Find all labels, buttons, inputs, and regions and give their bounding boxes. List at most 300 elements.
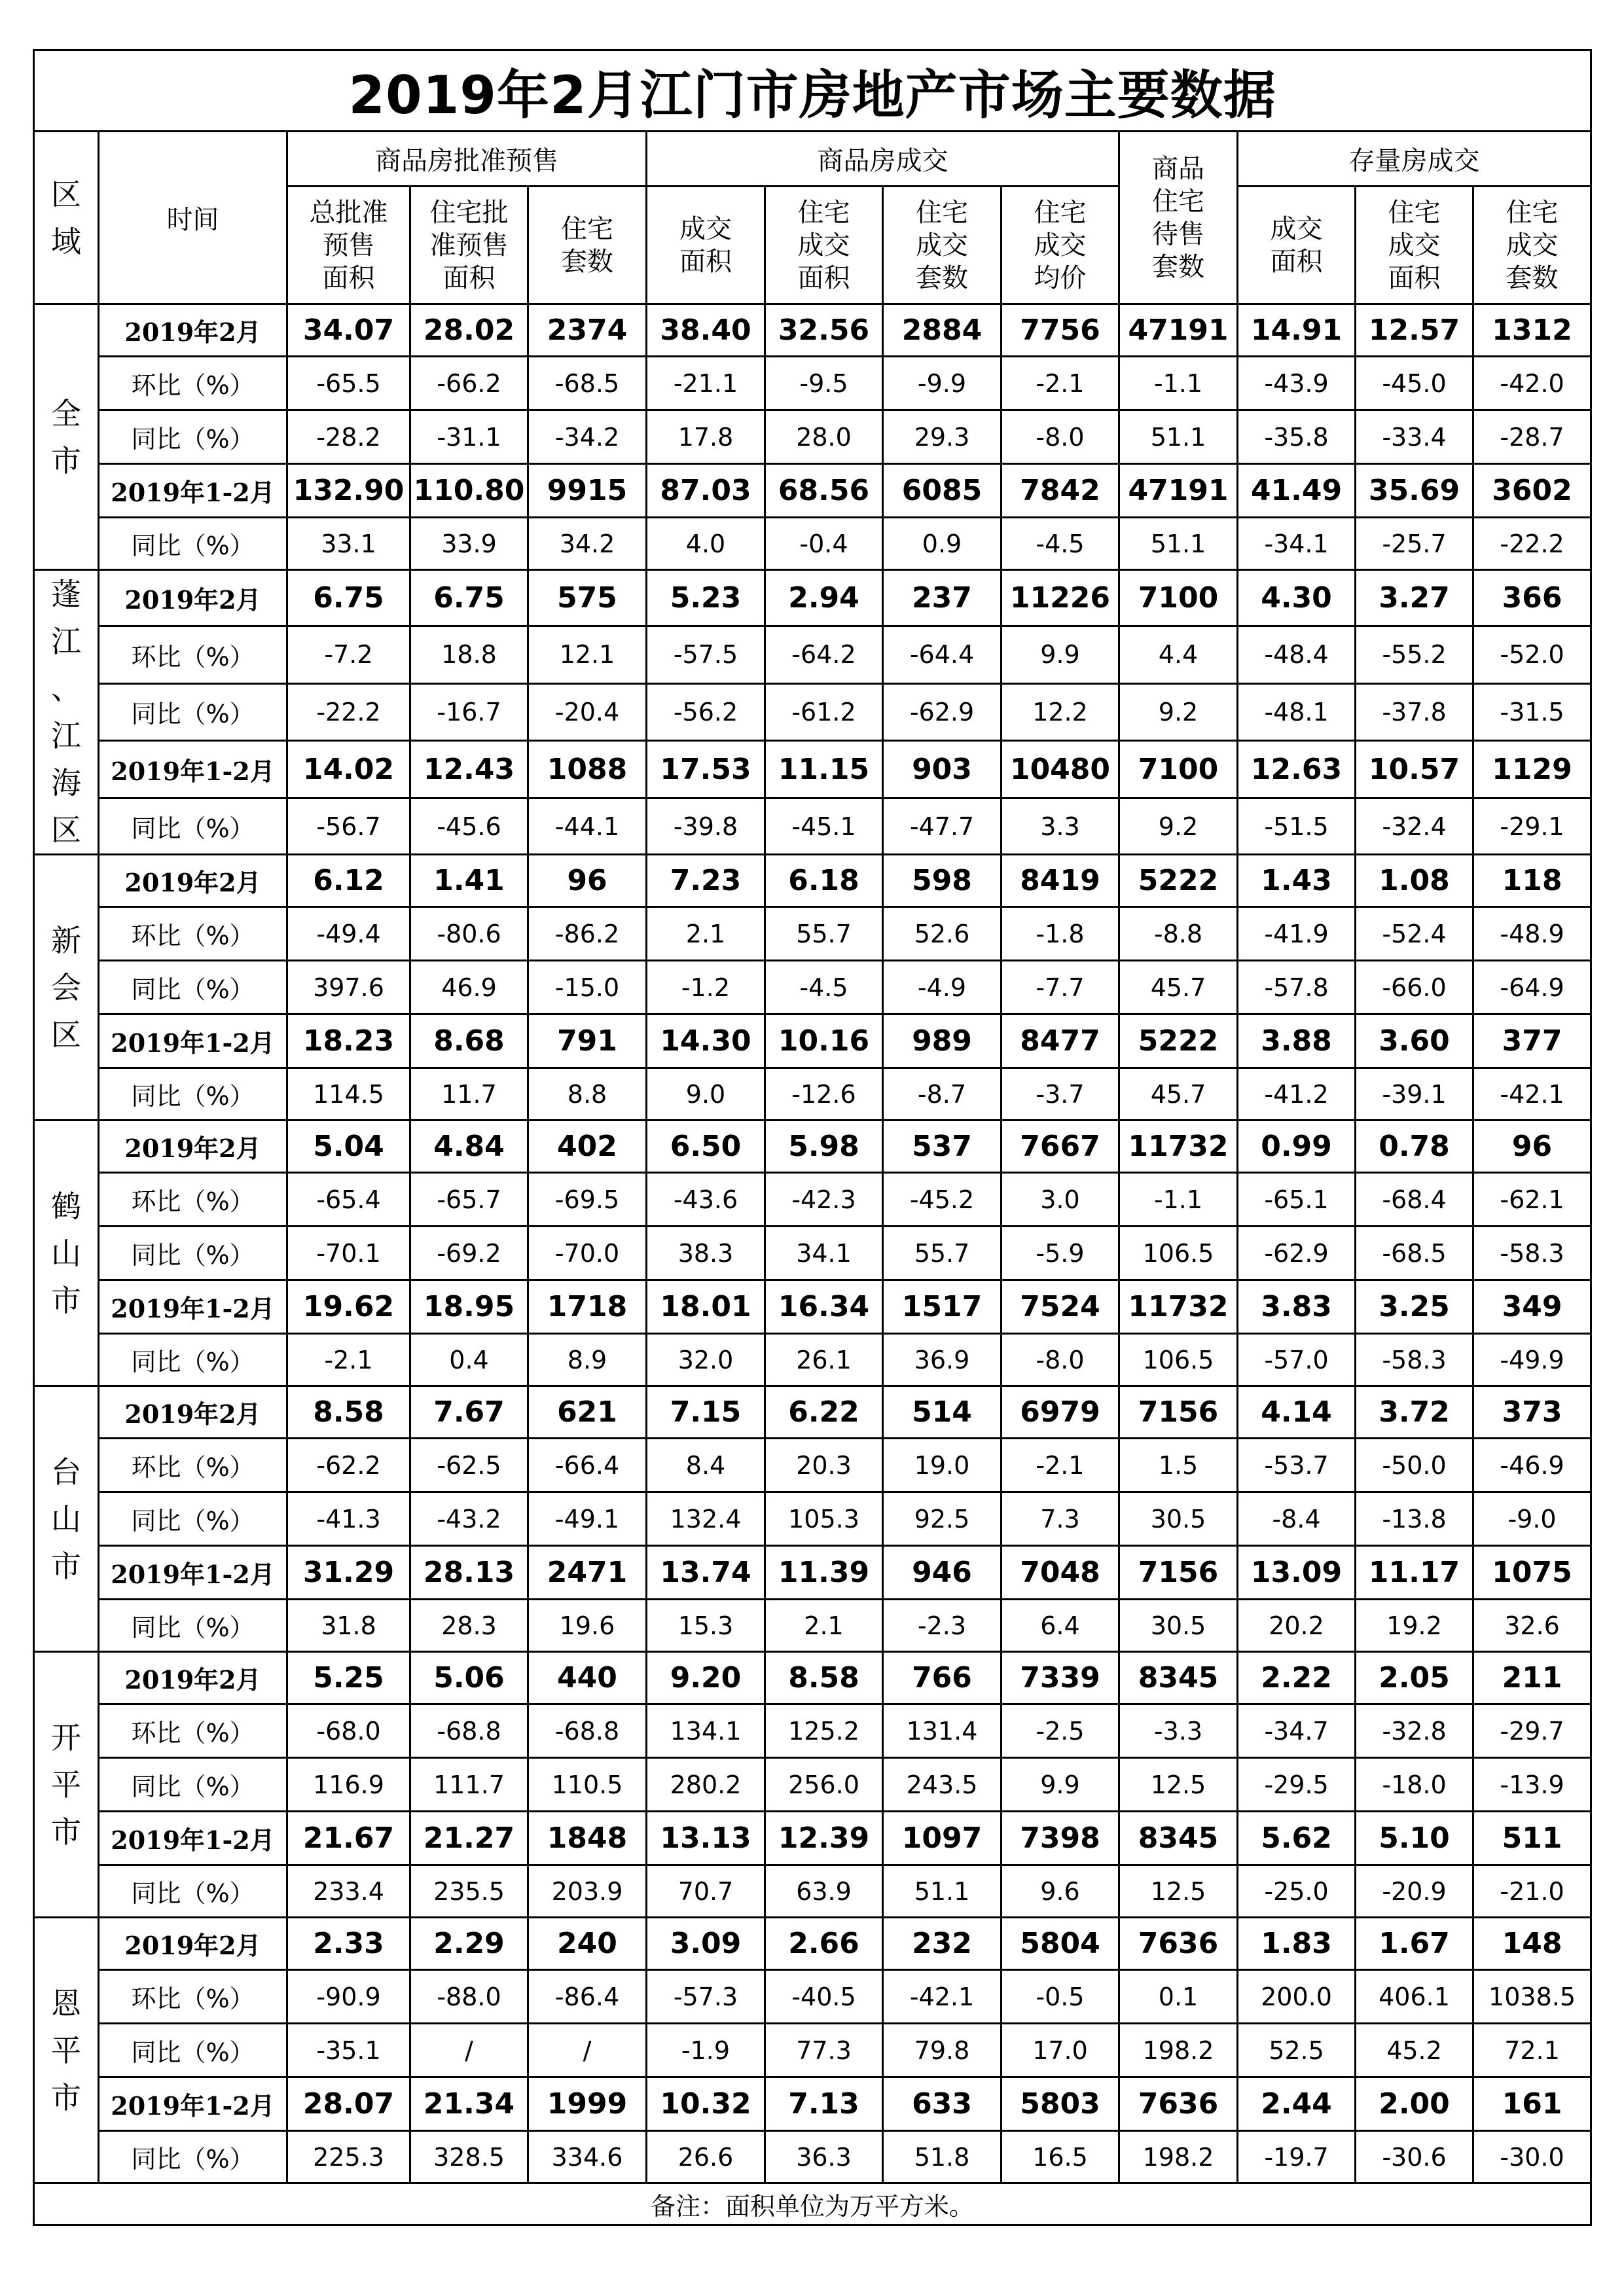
data-cell: -41.3 <box>287 1492 410 1546</box>
data-cell: 1848 <box>528 1812 647 1865</box>
data-cell: 28.07 <box>287 2077 410 2131</box>
data-cell: 19.0 <box>883 1439 1001 1492</box>
data-cell: 106.5 <box>1119 1334 1238 1386</box>
data-cell: -9.9 <box>883 357 1001 410</box>
row-label: 2019年2月 <box>99 304 287 357</box>
data-cell: 7156 <box>1119 1546 1238 1600</box>
header-group-presale: 商品房批准预售 <box>287 132 647 187</box>
data-cell: -31.5 <box>1473 683 1591 741</box>
data-cell: 1718 <box>528 1280 647 1334</box>
column-header: 成交 面积 <box>647 187 765 304</box>
table-row <box>34 1173 1591 1227</box>
data-cell: 598 <box>883 855 1001 907</box>
data-cell: 28.02 <box>410 304 528 357</box>
data-cell: 766 <box>883 1652 1001 1704</box>
data-cell: -8.8 <box>1119 907 1238 961</box>
data-cell: -68.8 <box>410 1704 528 1758</box>
data-cell: 0.9 <box>883 518 1001 570</box>
data-cell: 21.34 <box>410 2077 528 2131</box>
data-cell: -20.4 <box>528 683 647 741</box>
data-cell: 575 <box>528 570 647 626</box>
data-cell: / <box>528 2024 647 2077</box>
row-label: 2019年2月 <box>99 1121 287 1173</box>
data-cell: 32.0 <box>647 1334 765 1386</box>
data-cell: -43.6 <box>647 1173 765 1227</box>
data-cell: 373 <box>1473 1386 1591 1439</box>
data-cell: 19.62 <box>287 1280 410 1334</box>
table-row <box>34 304 1591 357</box>
data-cell: -66.0 <box>1356 961 1473 1014</box>
row-label: 同比（%） <box>99 2024 287 2077</box>
region-name: 新 会 区 <box>34 855 99 1121</box>
data-cell: -45.0 <box>1356 357 1473 410</box>
data-cell: 3.72 <box>1356 1386 1473 1439</box>
data-cell: 1038.5 <box>1473 1970 1591 2024</box>
data-cell: 406.1 <box>1356 1970 1473 2024</box>
data-cell: -2.5 <box>1001 1704 1119 1758</box>
data-cell: -45.2 <box>883 1173 1001 1227</box>
data-cell: 2.1 <box>765 1600 883 1652</box>
data-cell: 2.33 <box>287 1918 410 1970</box>
data-cell: -57.3 <box>647 1970 765 2024</box>
row-label: 2019年1-2月 <box>99 1280 287 1334</box>
data-cell: 28.3 <box>410 1600 528 1652</box>
table-row <box>34 1068 1591 1121</box>
data-cell: -22.2 <box>287 683 410 741</box>
data-cell: 200.0 <box>1238 1970 1356 2024</box>
data-cell: 148 <box>1473 1918 1591 1970</box>
data-cell: 38.3 <box>647 1227 765 1280</box>
data-cell: -52.0 <box>1473 626 1591 683</box>
data-cell: 8477 <box>1001 1014 1119 1068</box>
data-cell: -80.6 <box>410 907 528 961</box>
data-cell: -64.9 <box>1473 961 1591 1014</box>
data-cell: 10.57 <box>1356 741 1473 798</box>
data-cell: 13.74 <box>647 1546 765 1600</box>
data-cell: -1.9 <box>647 2024 765 2077</box>
table-row <box>34 2024 1591 2077</box>
data-cell: -2.1 <box>287 1334 410 1386</box>
data-cell: 514 <box>883 1386 1001 1439</box>
data-cell: 161 <box>1473 2077 1591 2131</box>
data-cell: 38.40 <box>647 304 765 357</box>
data-cell: 55.7 <box>883 1227 1001 1280</box>
row-label: 同比（%） <box>99 2131 287 2183</box>
data-cell: 16.34 <box>765 1280 883 1334</box>
data-cell: -3.7 <box>1001 1068 1119 1121</box>
data-cell: -48.4 <box>1238 626 1356 683</box>
row-label: 环比（%） <box>99 626 287 683</box>
row-label: 2019年2月 <box>99 1386 287 1439</box>
data-cell: -64.4 <box>883 626 1001 683</box>
data-cell: 9.9 <box>1001 1758 1119 1812</box>
data-cell: -1.8 <box>1001 907 1119 961</box>
table-row <box>34 741 1591 798</box>
data-cell: 111.7 <box>410 1758 528 1812</box>
data-cell: 8.58 <box>765 1652 883 1704</box>
data-cell: -21.0 <box>1473 1865 1591 1918</box>
row-label: 同比（%） <box>99 1227 287 1280</box>
data-cell: 2.22 <box>1238 1652 1356 1704</box>
data-cell: 106.5 <box>1119 1227 1238 1280</box>
page-title: 2019年2月江门市房地产市场主要数据 <box>34 50 1591 132</box>
data-cell: -33.4 <box>1356 410 1473 464</box>
data-cell: -39.1 <box>1356 1068 1473 1121</box>
data-cell: 232 <box>883 1918 1001 1970</box>
data-cell: 7756 <box>1001 304 1119 357</box>
data-cell: 2.00 <box>1356 2077 1473 2131</box>
data-cell: -2.3 <box>883 1600 1001 1652</box>
table-row <box>34 1546 1591 1600</box>
data-cell: 34.1 <box>765 1227 883 1280</box>
row-label: 2019年2月 <box>99 1652 287 1704</box>
data-cell: -35.1 <box>287 2024 410 2077</box>
table-row <box>34 1865 1591 1918</box>
row-label: 2019年2月 <box>99 570 287 626</box>
data-cell: 8419 <box>1001 855 1119 907</box>
data-cell: -51.5 <box>1238 798 1356 855</box>
data-cell: 2471 <box>528 1546 647 1600</box>
column-header: 住宅 成交 套数 <box>883 187 1001 304</box>
data-cell: 72.1 <box>1473 2024 1591 2077</box>
data-cell: 237 <box>883 570 1001 626</box>
row-label: 2019年1-2月 <box>99 1014 287 1068</box>
data-cell: 4.0 <box>647 518 765 570</box>
data-cell: -58.3 <box>1356 1334 1473 1386</box>
table-row <box>34 1227 1591 1280</box>
data-cell: -57.5 <box>647 626 765 683</box>
data-cell: -47.7 <box>883 798 1001 855</box>
data-cell: 6979 <box>1001 1386 1119 1439</box>
data-cell: -57.8 <box>1238 961 1356 1014</box>
row-label: 同比（%） <box>99 683 287 741</box>
data-cell: -34.2 <box>528 410 647 464</box>
data-cell: 5.23 <box>647 570 765 626</box>
column-header: 成交 面积 <box>1238 187 1356 304</box>
data-cell: 45.7 <box>1119 961 1238 1014</box>
data-cell: 2.66 <box>765 1918 883 1970</box>
data-cell: 8.4 <box>647 1439 765 1492</box>
data-cell: 31.8 <box>287 1600 410 1652</box>
data-cell: 20.2 <box>1238 1600 1356 1652</box>
row-label: 同比（%） <box>99 961 287 1014</box>
data-cell: -9.5 <box>765 357 883 410</box>
row-label: 2019年1-2月 <box>99 741 287 798</box>
header-region: 区 域 <box>34 132 99 304</box>
data-cell: 2.29 <box>410 1918 528 1970</box>
data-cell: 3.09 <box>647 1918 765 1970</box>
data-cell: 6.75 <box>287 570 410 626</box>
table-row <box>34 518 1591 570</box>
data-cell: 8.8 <box>528 1068 647 1121</box>
table-row <box>34 1492 1591 1546</box>
data-cell: -41.9 <box>1238 907 1356 961</box>
data-cell: -43.9 <box>1238 357 1356 410</box>
data-cell: 5803 <box>1001 2077 1119 2131</box>
row-label: 同比（%） <box>99 798 287 855</box>
data-cell: 537 <box>883 1121 1001 1173</box>
data-cell: 7.13 <box>765 2077 883 2131</box>
data-cell: 132.4 <box>647 1492 765 1546</box>
region-name: 鹤 山 市 <box>34 1121 99 1386</box>
data-cell: 5804 <box>1001 1918 1119 1970</box>
data-cell: 79.8 <box>883 2024 1001 2077</box>
data-cell: 243.5 <box>883 1758 1001 1812</box>
data-cell: 6.50 <box>647 1121 765 1173</box>
data-cell: 225.3 <box>287 2131 410 2183</box>
data-cell: 2884 <box>883 304 1001 357</box>
region-name: 开 平 市 <box>34 1652 99 1918</box>
data-cell: 5.62 <box>1238 1812 1356 1865</box>
data-cell: 116.9 <box>287 1758 410 1812</box>
data-cell: -42.1 <box>883 1970 1001 2024</box>
data-cell: 11.15 <box>765 741 883 798</box>
data-cell: -25.7 <box>1356 518 1473 570</box>
data-cell: 4.4 <box>1119 626 1238 683</box>
row-label: 环比（%） <box>99 1439 287 1492</box>
data-cell: 77.3 <box>765 2024 883 2077</box>
table-row <box>34 2077 1591 2131</box>
table-row <box>34 683 1591 741</box>
data-cell: 11226 <box>1001 570 1119 626</box>
data-cell: 32.6 <box>1473 1600 1591 1652</box>
data-cell: -15.0 <box>528 961 647 1014</box>
data-cell: -41.2 <box>1238 1068 1356 1121</box>
column-header: 住宅 成交 均价 <box>1001 187 1119 304</box>
data-cell: 32.56 <box>765 304 883 357</box>
data-cell: -48.9 <box>1473 907 1591 961</box>
data-cell: 377 <box>1473 1014 1591 1068</box>
table-row <box>34 1439 1591 1492</box>
data-cell: 7.15 <box>647 1386 765 1439</box>
data-cell: -16.7 <box>410 683 528 741</box>
data-cell: 14.91 <box>1238 304 1356 357</box>
data-cell: -50.0 <box>1356 1439 1473 1492</box>
data-cell: 33.9 <box>410 518 528 570</box>
data-cell: 52.5 <box>1238 2024 1356 2077</box>
data-cell: -56.7 <box>287 798 410 855</box>
data-cell: -49.4 <box>287 907 410 961</box>
data-cell: -12.6 <box>765 1068 883 1121</box>
data-cell: 233.4 <box>287 1865 410 1918</box>
table-row <box>34 570 1591 626</box>
data-cell: 41.49 <box>1238 464 1356 518</box>
column-header: 总批准 预售 面积 <box>287 187 410 304</box>
row-label: 2019年2月 <box>99 855 287 907</box>
data-cell: -62.9 <box>1238 1227 1356 1280</box>
data-cell: 328.5 <box>410 2131 528 2183</box>
data-cell: 2.05 <box>1356 1652 1473 1704</box>
data-cell: 28.0 <box>765 410 883 464</box>
data-cell: 12.43 <box>410 741 528 798</box>
data-cell: 1.83 <box>1238 1918 1356 1970</box>
data-cell: -7.7 <box>1001 961 1119 1014</box>
data-cell: -58.3 <box>1473 1227 1591 1280</box>
row-label: 同比（%） <box>99 410 287 464</box>
data-cell: -8.7 <box>883 1068 1001 1121</box>
data-cell: 8.68 <box>410 1014 528 1068</box>
data-cell: -64.2 <box>765 626 883 683</box>
data-cell: 36.3 <box>765 2131 883 2183</box>
column-header: 住宅 成交 面积 <box>765 187 883 304</box>
data-cell: 51.1 <box>883 1865 1001 1918</box>
data-cell: 11.39 <box>765 1546 883 1600</box>
data-cell: 30.5 <box>1119 1492 1238 1546</box>
data-cell: 235.5 <box>410 1865 528 1918</box>
table-row <box>34 1704 1591 1758</box>
data-cell: 19.6 <box>528 1600 647 1652</box>
row-label: 同比（%） <box>99 1758 287 1812</box>
data-cell: 70.7 <box>647 1865 765 1918</box>
table-row <box>34 1334 1591 1386</box>
data-table <box>33 49 1592 2226</box>
data-cell: -4.5 <box>765 961 883 1014</box>
data-cell: 12.1 <box>528 626 647 683</box>
header-group-deal: 商品房成交 <box>647 132 1119 187</box>
data-cell: -32.8 <box>1356 1704 1473 1758</box>
data-cell: 5.98 <box>765 1121 883 1173</box>
data-cell: -68.5 <box>528 357 647 410</box>
header-time: 时间 <box>99 132 287 304</box>
data-cell: -18.0 <box>1356 1758 1473 1812</box>
table-row <box>34 1121 1591 1173</box>
data-cell: 2.44 <box>1238 2077 1356 2131</box>
region-name: 蓬 江 、 江 海 区 <box>34 570 99 855</box>
row-label: 环比（%） <box>99 1970 287 2024</box>
data-cell: -31.1 <box>410 410 528 464</box>
data-cell: 7339 <box>1001 1652 1119 1704</box>
data-cell: 3.83 <box>1238 1280 1356 1334</box>
table-row <box>34 626 1591 683</box>
row-label: 环比（%） <box>99 907 287 961</box>
data-cell: -42.3 <box>765 1173 883 1227</box>
data-cell: -65.1 <box>1238 1173 1356 1227</box>
data-cell: 6.75 <box>410 570 528 626</box>
data-cell: 3.88 <box>1238 1014 1356 1068</box>
data-cell: 33.1 <box>287 518 410 570</box>
data-cell: 132.90 <box>287 464 410 518</box>
data-cell: 633 <box>883 2077 1001 2131</box>
data-cell: 397.6 <box>287 961 410 1014</box>
data-cell: 349 <box>1473 1280 1591 1334</box>
data-cell: 110.5 <box>528 1758 647 1812</box>
data-cell: 1.08 <box>1356 855 1473 907</box>
data-cell: 4.30 <box>1238 570 1356 626</box>
data-cell: 8345 <box>1119 1812 1238 1865</box>
data-cell: -34.1 <box>1238 518 1356 570</box>
data-cell: 7.23 <box>647 855 765 907</box>
data-cell: 256.0 <box>765 1758 883 1812</box>
data-cell: -57.0 <box>1238 1334 1356 1386</box>
data-cell: -5.9 <box>1001 1227 1119 1280</box>
data-cell: -62.9 <box>883 683 1001 741</box>
data-cell: 14.30 <box>647 1014 765 1068</box>
data-cell: 51.8 <box>883 2131 1001 2183</box>
data-cell: -7.2 <box>287 626 410 683</box>
data-cell: 2374 <box>528 304 647 357</box>
data-cell: -68.5 <box>1356 1227 1473 1280</box>
data-cell: -68.4 <box>1356 1173 1473 1227</box>
data-cell: 12.2 <box>1001 683 1119 741</box>
data-cell: -29.5 <box>1238 1758 1356 1812</box>
data-cell: 34.2 <box>528 518 647 570</box>
data-cell: 10480 <box>1001 741 1119 798</box>
data-cell: 12.57 <box>1356 304 1473 357</box>
data-cell: 17.0 <box>1001 2024 1119 2077</box>
data-cell: -19.7 <box>1238 2131 1356 2183</box>
data-cell: 18.23 <box>287 1014 410 1068</box>
data-cell: 2.1 <box>647 907 765 961</box>
data-cell: 5222 <box>1119 855 1238 907</box>
data-cell: 9.2 <box>1119 683 1238 741</box>
data-cell: 3602 <box>1473 464 1591 518</box>
data-cell: -62.2 <box>287 1439 410 1492</box>
data-cell: 7524 <box>1001 1280 1119 1334</box>
data-cell: 9.9 <box>1001 626 1119 683</box>
data-cell: 5222 <box>1119 1014 1238 1068</box>
row-label: 2019年1-2月 <box>99 464 287 518</box>
row-label: 2019年1-2月 <box>99 1812 287 1865</box>
row-label: 2019年2月 <box>99 1918 287 1970</box>
data-cell: 51.1 <box>1119 410 1238 464</box>
data-cell: 21.67 <box>287 1812 410 1865</box>
table-row <box>34 1652 1591 1704</box>
data-cell: 45.7 <box>1119 1068 1238 1121</box>
data-cell: 2.94 <box>765 570 883 626</box>
data-cell: 5.04 <box>287 1121 410 1173</box>
table-row <box>34 961 1591 1014</box>
data-cell: -69.5 <box>528 1173 647 1227</box>
row-label: 环比（%） <box>99 357 287 410</box>
data-cell: -42.0 <box>1473 357 1591 410</box>
data-cell: 8.9 <box>528 1334 647 1386</box>
data-cell: -55.2 <box>1356 626 1473 683</box>
data-cell: -29.7 <box>1473 1704 1591 1758</box>
data-cell: 203.9 <box>528 1865 647 1918</box>
table-row <box>34 357 1591 410</box>
table-row <box>34 1386 1591 1439</box>
data-cell: 11732 <box>1119 1121 1238 1173</box>
data-cell: 114.5 <box>287 1068 410 1121</box>
data-cell: 511 <box>1473 1812 1591 1865</box>
row-label: 2019年1-2月 <box>99 2077 287 2131</box>
row-label: 环比（%） <box>99 1173 287 1227</box>
data-cell: 45.2 <box>1356 2024 1473 2077</box>
data-cell: 20.3 <box>765 1439 883 1492</box>
data-cell: 18.01 <box>647 1280 765 1334</box>
data-cell: 6.22 <box>765 1386 883 1439</box>
data-cell: 4.84 <box>410 1121 528 1173</box>
data-cell: 118 <box>1473 855 1591 907</box>
data-cell: 92.5 <box>883 1492 1001 1546</box>
data-cell: -25.0 <box>1238 1865 1356 1918</box>
data-cell: -32.4 <box>1356 798 1473 855</box>
data-cell: 621 <box>528 1386 647 1439</box>
data-cell: -65.5 <box>287 357 410 410</box>
data-cell: 19.2 <box>1356 1600 1473 1652</box>
data-cell: 1312 <box>1473 304 1591 357</box>
data-cell: 989 <box>883 1014 1001 1068</box>
data-cell: 7636 <box>1119 1918 1238 1970</box>
data-cell: 5.10 <box>1356 1812 1473 1865</box>
data-cell: 3.27 <box>1356 570 1473 626</box>
data-cell: 440 <box>528 1652 647 1704</box>
data-cell: -2.1 <box>1001 1439 1119 1492</box>
data-cell: -68.0 <box>287 1704 410 1758</box>
data-cell: -2.1 <box>1001 357 1119 410</box>
data-cell: 1.43 <box>1238 855 1356 907</box>
data-cell: 1.5 <box>1119 1439 1238 1492</box>
